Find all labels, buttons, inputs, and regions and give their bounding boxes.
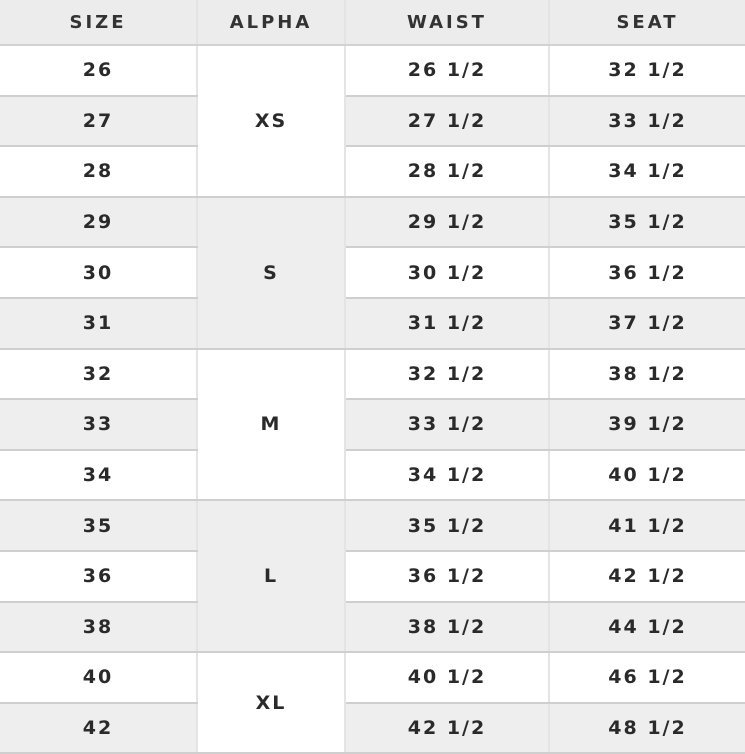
- size-cell: 36: [0, 551, 197, 602]
- table-row: [0, 146, 745, 197]
- size-cell: 27: [0, 96, 197, 147]
- seat-cell: 33 1/2: [549, 96, 745, 147]
- size-cell: 31: [0, 298, 197, 349]
- size-cell: 29: [0, 197, 197, 248]
- size-cell: 33: [0, 399, 197, 450]
- seat-cell: 34 1/2: [549, 146, 745, 197]
- waist-cell: 35 1/2: [345, 500, 549, 551]
- seat-cell: 40 1/2: [549, 450, 745, 501]
- seat-cell: 44 1/2: [549, 602, 745, 653]
- seat-cell: 42 1/2: [549, 551, 745, 602]
- table-row: [0, 551, 745, 602]
- seat-cell: 35 1/2: [549, 197, 745, 248]
- table-row: [0, 652, 745, 703]
- table-row: [0, 703, 745, 754]
- header-row: [0, 0, 745, 45]
- header-alpha: ALPHA: [197, 0, 345, 45]
- waist-cell: 32 1/2: [345, 349, 549, 400]
- table-row: [0, 247, 745, 298]
- size-cell: 32: [0, 349, 197, 400]
- waist-cell: 40 1/2: [345, 652, 549, 703]
- seat-cell: 37 1/2: [549, 298, 745, 349]
- seat-cell: 41 1/2: [549, 500, 745, 551]
- size-cell: 30: [0, 247, 197, 298]
- waist-cell: 33 1/2: [345, 399, 549, 450]
- waist-cell: 28 1/2: [345, 146, 549, 197]
- alpha-cell: L: [197, 500, 345, 652]
- waist-cell: 30 1/2: [345, 247, 549, 298]
- table-row: [0, 96, 745, 147]
- table-body: [0, 45, 745, 753]
- waist-cell: 27 1/2: [345, 96, 549, 147]
- size-cell: 28: [0, 146, 197, 197]
- table-row: [0, 399, 745, 450]
- size-cell: 38: [0, 602, 197, 653]
- table-row: [0, 298, 745, 349]
- waist-cell: 38 1/2: [345, 602, 549, 653]
- seat-cell: 39 1/2: [549, 399, 745, 450]
- alpha-cell: S: [197, 197, 345, 349]
- alpha-cell: XL: [197, 652, 345, 753]
- seat-cell: 46 1/2: [549, 652, 745, 703]
- table-row: [0, 602, 745, 653]
- header-seat: SEAT: [549, 0, 745, 45]
- alpha-cell: XS: [197, 45, 345, 197]
- waist-cell: 34 1/2: [345, 450, 549, 501]
- size-cell: 34: [0, 450, 197, 501]
- size-cell: 42: [0, 703, 197, 754]
- table-row: [0, 45, 745, 96]
- header-size: SIZE: [0, 0, 197, 45]
- waist-cell: 31 1/2: [345, 298, 549, 349]
- table-row: [0, 349, 745, 400]
- waist-cell: 42 1/2: [345, 703, 549, 754]
- waist-cell: 29 1/2: [345, 197, 549, 248]
- waist-cell: 26 1/2: [345, 45, 549, 96]
- table-row: [0, 197, 745, 248]
- table-row: [0, 500, 745, 551]
- header-waist: WAIST: [345, 0, 549, 45]
- size-cell: 35: [0, 500, 197, 551]
- table-header: [0, 0, 745, 45]
- seat-cell: 48 1/2: [549, 703, 745, 754]
- seat-cell: 36 1/2: [549, 247, 745, 298]
- alpha-cell: M: [197, 349, 345, 501]
- size-cell: 40: [0, 652, 197, 703]
- seat-cell: 32 1/2: [549, 45, 745, 96]
- seat-cell: 38 1/2: [549, 349, 745, 400]
- waist-cell: 36 1/2: [345, 551, 549, 602]
- size-cell: 26: [0, 45, 197, 96]
- table-row: [0, 450, 745, 501]
